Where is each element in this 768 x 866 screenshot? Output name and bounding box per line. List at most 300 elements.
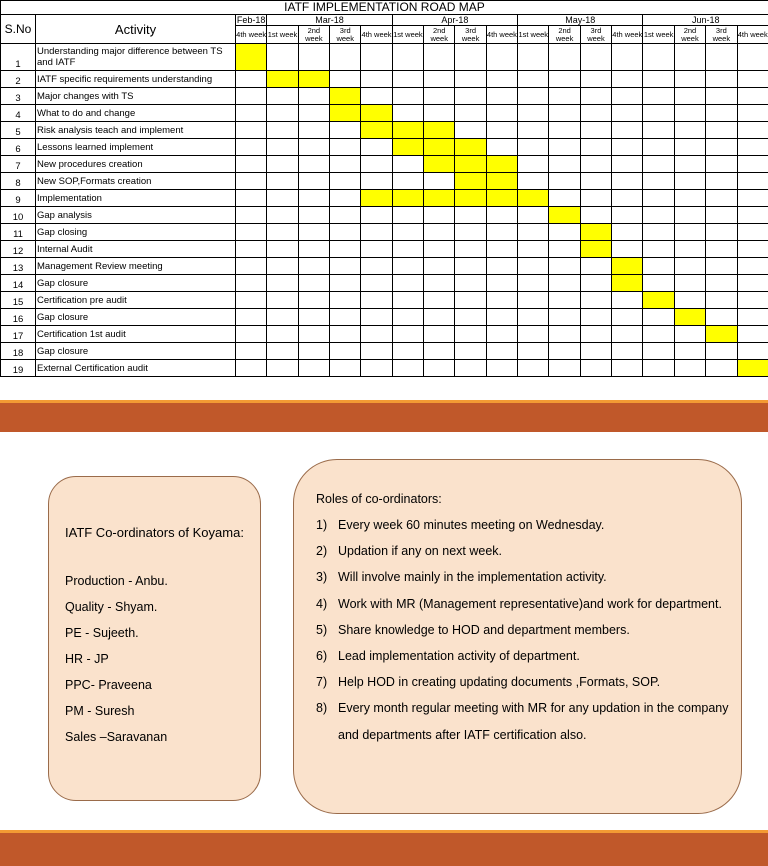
coordinator-item: PE - Sujeeth. <box>65 626 139 640</box>
week-cell <box>361 360 392 377</box>
coordinator-item: PM - Suresh <box>65 704 135 718</box>
week-cell <box>486 275 517 292</box>
coordinator-item: PPC- Praveena <box>65 678 152 692</box>
week-cell <box>361 258 392 275</box>
week-cell <box>643 71 674 88</box>
week-header: 4th week <box>361 26 392 44</box>
week-cell <box>267 173 298 190</box>
week-cell <box>674 275 705 292</box>
week-cell <box>455 122 486 139</box>
roles-list <box>316 512 731 748</box>
scheduled-week-cell <box>455 173 486 190</box>
week-cell <box>486 309 517 326</box>
row-number: 16 <box>1 309 36 326</box>
week-cell <box>424 173 455 190</box>
week-cell <box>267 44 298 71</box>
week-cell <box>486 241 517 258</box>
scheduled-week-cell <box>236 44 267 71</box>
week-cell <box>643 139 674 156</box>
week-cell <box>330 122 361 139</box>
scheduled-week-cell <box>424 190 455 207</box>
week-cell <box>706 156 737 173</box>
week-header: 3rd week <box>580 26 611 44</box>
week-cell <box>518 207 549 224</box>
table-row <box>1 44 768 71</box>
week-cell <box>706 139 737 156</box>
coordinator-item: Sales –Saravanan <box>65 730 168 744</box>
week-cell <box>737 105 768 122</box>
week-cell <box>455 44 486 71</box>
scheduled-week-cell <box>455 139 486 156</box>
week-cell <box>298 309 329 326</box>
week-cell <box>706 173 737 190</box>
row-number: 5 <box>1 122 36 139</box>
col-header-sno: S.No <box>1 15 36 44</box>
week-cell <box>298 44 329 71</box>
week-cell <box>737 309 768 326</box>
week-cell <box>706 258 737 275</box>
week-cell <box>706 88 737 105</box>
row-number: 12 <box>1 241 36 258</box>
week-cell <box>236 105 267 122</box>
scheduled-week-cell <box>518 190 549 207</box>
week-cell <box>298 326 329 343</box>
scheduled-week-cell <box>392 139 423 156</box>
activity-name: Certification 1st audit <box>36 326 236 343</box>
week-cell <box>674 190 705 207</box>
role-item <box>316 538 731 564</box>
week-cell <box>643 275 674 292</box>
week-cell <box>580 173 611 190</box>
week-cell <box>737 343 768 360</box>
week-cell <box>267 88 298 105</box>
scheduled-week-cell <box>424 156 455 173</box>
scheduled-week-cell <box>455 156 486 173</box>
week-header: 2nd week <box>674 26 705 44</box>
week-cell <box>518 258 549 275</box>
coordinator-item: Production - Anbu. <box>65 574 168 588</box>
week-cell <box>486 207 517 224</box>
week-cell <box>549 292 580 309</box>
week-cell <box>580 292 611 309</box>
week-cell <box>392 292 423 309</box>
week-cell <box>643 105 674 122</box>
row-number: 14 <box>1 275 36 292</box>
scheduled-week-cell <box>361 190 392 207</box>
week-cell <box>518 139 549 156</box>
week-header: 4th week <box>737 26 768 44</box>
week-cell <box>643 309 674 326</box>
scheduled-week-cell <box>361 105 392 122</box>
role-number: 5) <box>316 622 328 637</box>
week-cell <box>674 207 705 224</box>
month-header: Feb-18 <box>236 15 266 25</box>
week-cell <box>549 326 580 343</box>
role-item <box>316 643 731 669</box>
role-number: 7) <box>316 675 328 690</box>
week-cell <box>424 309 455 326</box>
table-row <box>1 173 768 190</box>
week-cell <box>298 224 329 241</box>
week-header: 4th week <box>612 26 643 44</box>
week-cell <box>549 190 580 207</box>
week-cell <box>643 44 674 71</box>
week-cell <box>361 326 392 343</box>
week-cell <box>455 343 486 360</box>
week-cell <box>392 224 423 241</box>
role-text: Every week 60 minutes meeting on Wednesday. <box>338 518 605 532</box>
week-cell <box>706 105 737 122</box>
coordinators-list <box>65 568 168 750</box>
table-row <box>1 88 768 105</box>
week-cell <box>361 71 392 88</box>
week-cell <box>424 44 455 71</box>
roadmap-table <box>0 0 768 377</box>
week-cell <box>236 258 267 275</box>
week-cell <box>549 156 580 173</box>
scheduled-week-cell <box>549 207 580 224</box>
scheduled-week-cell <box>455 190 486 207</box>
week-cell <box>298 139 329 156</box>
week-cell <box>298 258 329 275</box>
week-cell <box>580 258 611 275</box>
week-cell <box>455 326 486 343</box>
week-cell <box>267 105 298 122</box>
week-cell <box>424 71 455 88</box>
week-cell <box>549 258 580 275</box>
week-cell <box>236 343 267 360</box>
activity-name: Gap closing <box>36 224 236 241</box>
month-header: Mar-18 <box>267 15 392 26</box>
row-number: 3 <box>1 88 36 105</box>
month-header: Jun-18 <box>643 15 768 26</box>
week-cell <box>361 241 392 258</box>
activity-name: External Certification audit <box>36 360 236 377</box>
week-cell <box>361 207 392 224</box>
week-cell <box>392 360 423 377</box>
week-cell <box>298 156 329 173</box>
week-cell <box>549 139 580 156</box>
week-cell <box>298 360 329 377</box>
month-header: Apr-18 <box>392 15 517 26</box>
week-cell <box>298 343 329 360</box>
week-cell <box>267 326 298 343</box>
table-row <box>1 360 768 377</box>
week-cell <box>298 190 329 207</box>
week-cell <box>236 224 267 241</box>
table-row <box>1 292 768 309</box>
week-cell <box>612 190 643 207</box>
row-number: 4 <box>1 105 36 122</box>
week-cell <box>455 207 486 224</box>
week-cell <box>361 309 392 326</box>
week-cell <box>674 258 705 275</box>
row-number: 2 <box>1 71 36 88</box>
table-row <box>1 343 768 360</box>
scheduled-week-cell <box>580 241 611 258</box>
week-cell <box>737 275 768 292</box>
week-cell <box>236 326 267 343</box>
week-header: 1st week <box>392 26 423 44</box>
coordinators-heading: IATF Co-ordinators of Koyama: <box>65 525 244 540</box>
week-cell <box>643 326 674 343</box>
week-header: 1st week <box>643 26 674 44</box>
scheduled-week-cell <box>486 156 517 173</box>
week-cell <box>737 139 768 156</box>
week-cell <box>455 309 486 326</box>
divider-accent-line <box>0 830 768 833</box>
week-cell <box>361 224 392 241</box>
week-cell <box>706 122 737 139</box>
week-cell <box>612 88 643 105</box>
activity-name: What to do and change <box>36 105 236 122</box>
week-cell <box>330 309 361 326</box>
week-cell <box>706 224 737 241</box>
table-row <box>1 139 768 156</box>
week-cell <box>580 309 611 326</box>
week-cell <box>236 360 267 377</box>
week-cell <box>330 360 361 377</box>
scheduled-week-cell <box>706 326 737 343</box>
role-text: Lead implementation activity of department. <box>338 649 580 664</box>
week-cell <box>580 122 611 139</box>
activity-name: Risk analysis teach and implement <box>36 122 236 139</box>
role-text: Updation if any on next week. <box>338 544 502 559</box>
week-cell <box>737 156 768 173</box>
week-cell <box>643 122 674 139</box>
row-number: 6 <box>1 139 36 156</box>
week-cell <box>549 343 580 360</box>
week-cell <box>298 292 329 309</box>
week-cell <box>424 275 455 292</box>
week-cell <box>267 309 298 326</box>
week-cell <box>330 207 361 224</box>
week-cell <box>330 326 361 343</box>
week-cell <box>267 275 298 292</box>
week-cell <box>580 360 611 377</box>
week-cell <box>392 207 423 224</box>
week-header: 3rd week <box>455 26 486 44</box>
week-cell <box>549 122 580 139</box>
week-cell <box>330 292 361 309</box>
week-cell <box>674 105 705 122</box>
week-cell <box>549 360 580 377</box>
week-cell <box>612 44 643 71</box>
week-cell <box>330 156 361 173</box>
role-item <box>316 617 731 643</box>
week-cell <box>455 275 486 292</box>
coordinator-item: HR - JP <box>65 652 109 666</box>
role-text: Share knowledge to HOD and department members. <box>338 622 630 637</box>
row-number: 15 <box>1 292 36 309</box>
row-number: 10 <box>1 207 36 224</box>
activity-name: Implementation <box>36 190 236 207</box>
week-cell <box>643 88 674 105</box>
week-cell <box>361 292 392 309</box>
scheduled-week-cell <box>424 139 455 156</box>
row-number: 9 <box>1 190 36 207</box>
week-cell <box>643 258 674 275</box>
table-row <box>1 224 768 241</box>
role-item <box>316 564 731 590</box>
role-number: 3) <box>316 570 328 585</box>
table-row <box>1 207 768 224</box>
week-cell <box>518 88 549 105</box>
week-cell <box>580 326 611 343</box>
week-cell <box>737 326 768 343</box>
row-number: 11 <box>1 224 36 241</box>
week-cell <box>236 309 267 326</box>
week-cell <box>298 122 329 139</box>
week-cell <box>706 275 737 292</box>
week-header: 2nd week <box>424 26 455 44</box>
week-cell <box>674 326 705 343</box>
week-cell <box>674 173 705 190</box>
week-header: 3rd week <box>330 26 361 44</box>
week-cell <box>612 241 643 258</box>
scheduled-week-cell <box>737 360 768 377</box>
week-cell <box>612 326 643 343</box>
week-cell <box>518 309 549 326</box>
col-header-activity: Activity <box>36 15 236 44</box>
role-number: 8) <box>316 701 328 716</box>
week-cell <box>549 71 580 88</box>
week-cell <box>549 241 580 258</box>
scheduled-week-cell <box>486 173 517 190</box>
week-cell <box>455 105 486 122</box>
week-cell <box>236 207 267 224</box>
week-cell <box>424 105 455 122</box>
week-cell <box>549 173 580 190</box>
activity-name: Gap closure <box>36 343 236 360</box>
week-cell <box>361 173 392 190</box>
week-cell <box>424 292 455 309</box>
week-cell <box>549 309 580 326</box>
scheduled-week-cell <box>392 122 423 139</box>
week-cell <box>236 275 267 292</box>
week-cell <box>518 122 549 139</box>
week-cell <box>518 105 549 122</box>
week-cell <box>424 258 455 275</box>
role-number: 6) <box>316 649 328 664</box>
week-header: 2nd week <box>549 26 580 44</box>
week-cell <box>298 275 329 292</box>
week-cell <box>455 88 486 105</box>
week-cell <box>267 292 298 309</box>
week-cell <box>330 258 361 275</box>
week-cell <box>392 309 423 326</box>
coordinators-box <box>48 476 261 801</box>
week-cell <box>330 275 361 292</box>
week-cell <box>455 224 486 241</box>
week-cell <box>424 343 455 360</box>
week-cell <box>298 88 329 105</box>
week-cell <box>674 360 705 377</box>
week-cell <box>518 275 549 292</box>
activity-name: New SOP,Formats creation <box>36 173 236 190</box>
week-cell <box>549 44 580 71</box>
week-cell <box>612 122 643 139</box>
week-cell <box>267 258 298 275</box>
week-cell <box>392 241 423 258</box>
week-cell <box>612 343 643 360</box>
week-cell <box>737 241 768 258</box>
week-cell <box>549 88 580 105</box>
week-cell <box>236 173 267 190</box>
divider-accent-line <box>0 400 768 403</box>
week-cell <box>424 241 455 258</box>
week-cell <box>612 292 643 309</box>
week-cell <box>267 139 298 156</box>
week-cell <box>706 207 737 224</box>
role-number: 1) <box>316 518 328 532</box>
week-cell <box>674 224 705 241</box>
week-cell <box>424 224 455 241</box>
activity-name: Gap closure <box>36 275 236 292</box>
activity-name: Internal Audit <box>36 241 236 258</box>
week-cell <box>424 207 455 224</box>
week-cell <box>267 224 298 241</box>
activity-name: Understanding major difference between TS and IATF <box>36 44 236 71</box>
week-cell <box>486 44 517 71</box>
week-cell <box>612 309 643 326</box>
week-cell <box>580 156 611 173</box>
scheduled-week-cell <box>392 190 423 207</box>
week-cell <box>580 44 611 71</box>
week-cell <box>518 241 549 258</box>
activity-name: Management Review meeting <box>36 258 236 275</box>
table-row <box>1 156 768 173</box>
scheduled-week-cell <box>612 275 643 292</box>
week-cell <box>330 71 361 88</box>
role-number: 4) <box>316 596 328 611</box>
activity-name: Major changes with TS <box>36 88 236 105</box>
week-cell <box>518 224 549 241</box>
week-cell <box>455 258 486 275</box>
week-cell <box>330 44 361 71</box>
week-header: 4th week <box>236 26 267 44</box>
week-cell <box>486 343 517 360</box>
week-cell <box>486 88 517 105</box>
week-cell <box>236 190 267 207</box>
week-cell <box>267 122 298 139</box>
week-cell <box>392 156 423 173</box>
week-cell <box>737 292 768 309</box>
week-cell <box>706 241 737 258</box>
week-cell <box>580 88 611 105</box>
week-header: 2nd week <box>298 26 329 44</box>
week-cell <box>706 44 737 71</box>
scheduled-week-cell <box>424 122 455 139</box>
week-cell <box>643 343 674 360</box>
month-header: May-18 <box>518 15 643 26</box>
activity-name: IATF specific requirements understanding <box>36 71 236 88</box>
activity-name: Certification pre audit <box>36 292 236 309</box>
week-cell <box>267 156 298 173</box>
table-row <box>1 105 768 122</box>
week-cell <box>674 44 705 71</box>
week-cell <box>737 190 768 207</box>
week-cell <box>706 292 737 309</box>
week-cell <box>486 224 517 241</box>
week-cell <box>612 224 643 241</box>
week-cell <box>737 173 768 190</box>
week-cell <box>361 275 392 292</box>
week-cell <box>737 44 768 71</box>
week-cell <box>392 275 423 292</box>
week-cell <box>330 224 361 241</box>
table-row <box>1 258 768 275</box>
